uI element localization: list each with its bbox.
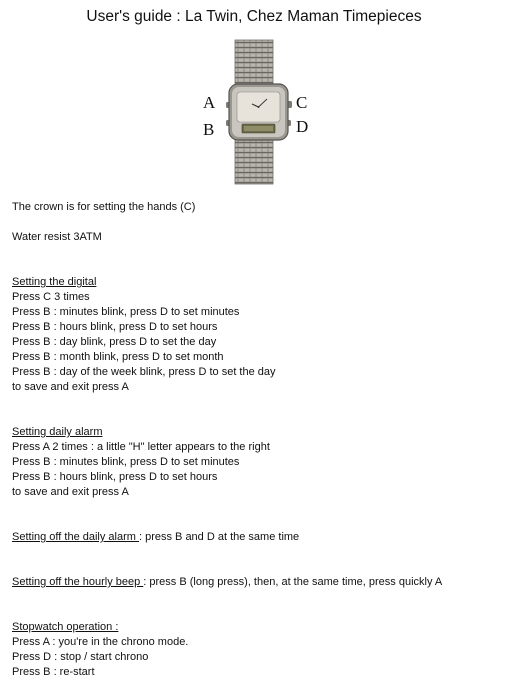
alarm-off-heading: Setting off the daily alarm <box>12 531 139 543</box>
digital-heading: Setting the digital <box>12 276 97 288</box>
button-label-b: B <box>203 120 215 139</box>
digital-step: Press B : day blink, press D to set the day <box>12 336 217 348</box>
beep-off-heading: Setting off the hourly beep <box>12 576 144 588</box>
crown-note: The crown is for setting the hands (C) <box>12 201 196 213</box>
digital-step: Press B : month blink, press D to set month <box>12 351 224 363</box>
digital-step: Press C 3 times <box>12 291 90 303</box>
page-title: User's guide : La Twin, Chez Maman Timepieces <box>86 8 422 25</box>
stopwatch-step: Press D : stop / start chrono <box>12 651 149 663</box>
alarm-off-line <box>12 530 299 545</box>
water-resist-note: Water resist 3ATM <box>12 231 102 243</box>
digital-step: to save and exit press A <box>12 381 129 393</box>
beep-off-text: : press B (long press), then, at the same time, press quickly A <box>143 576 443 588</box>
digital-step: Press B : day of the week blink, press D to set the day <box>12 366 276 378</box>
button-label-a: A <box>203 93 216 112</box>
alarm-step: Press B : hours blink, press D to set hours <box>12 471 218 483</box>
stopwatch-heading: Stopwatch operation : <box>12 621 119 633</box>
stopwatch-step: Press A : you're in the chrono mode. <box>12 636 189 648</box>
alarm-step: to save and exit press A <box>12 486 129 498</box>
alarm-step: Press A 2 times : a little "H" letter appears to the right <box>12 441 270 453</box>
alarm-heading: Setting daily alarm <box>12 426 103 438</box>
beep-off-line <box>12 575 442 590</box>
digital-step: Press B : minutes blink, press D to set minutes <box>12 306 240 318</box>
stopwatch-step: Press B : re-start <box>12 666 95 678</box>
button-label-d: D <box>296 117 309 136</box>
button-label-c: C <box>296 93 308 112</box>
alarm-off-text: : press B and D at the same time <box>138 531 300 543</box>
digital-step: Press B : hours blink, press D to set hours <box>12 321 218 333</box>
bracelet-top <box>235 40 273 88</box>
alarm-step: Press B : minutes blink, press D to set minutes <box>12 456 240 468</box>
bracelet-bottom <box>235 136 273 184</box>
watch-illustration <box>190 38 320 186</box>
